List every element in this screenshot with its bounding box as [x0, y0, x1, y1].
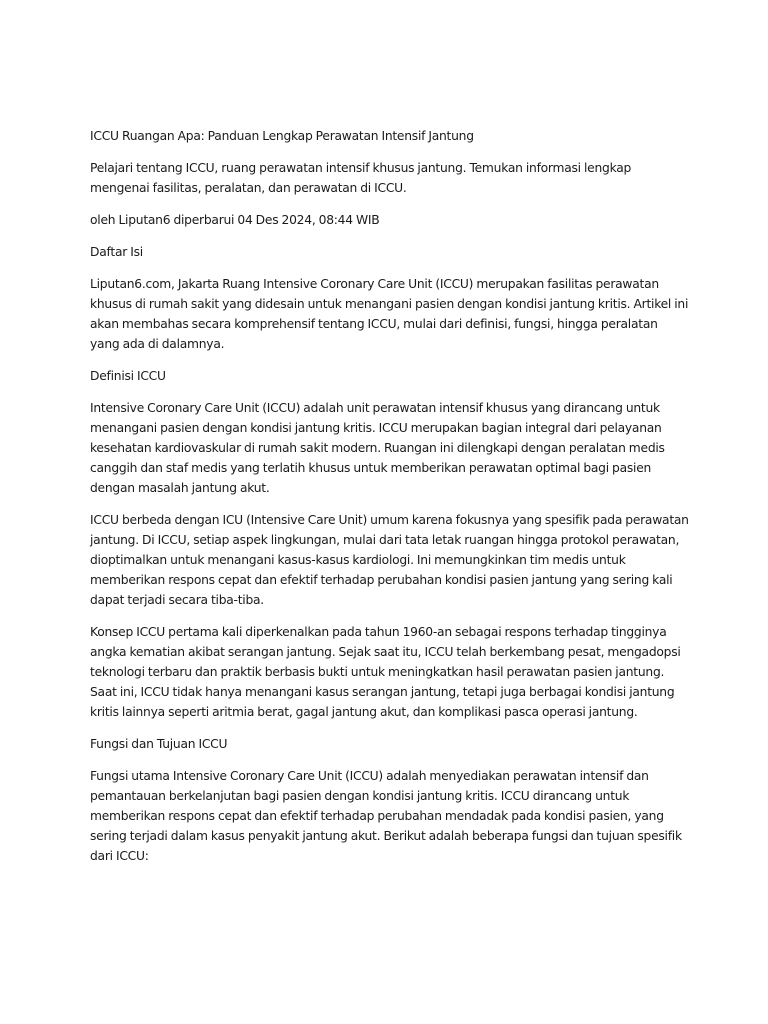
- document-byline: oleh Liputan6 diperbarui 04 Des 2024, 08:44 WIB: [90, 213, 380, 227]
- intro-paragraph: Liputan6.com, Jakarta Ruang Intensive Coronary Care Unit (ICCU) merupakan fasilitas perawatan khusus di rumah sakit yang didesain untuk menangani pasien dengan kondisi jantung kritis. Artikel ini akan membahas secara komprehensif tentang ICCU, mulai dari definisi, fungsi, hingga peralatan yang ada di dalamnya.: [90, 277, 689, 351]
- document-summary: Pelajari tentang ICCU, ruang perawatan intensif khusus jantung. Temukan informasi lengkap mengenai fasilitas, peralatan, dan perawatan di ICCU.: [90, 161, 632, 195]
- document-title: ICCU Ruangan Apa: Panduan Lengkap Perawatan Intensif Jantung: [90, 129, 474, 143]
- section-heading-definisi: Definisi ICCU: [90, 369, 166, 383]
- section-heading-fungsi: Fungsi dan Tujuan ICCU: [90, 737, 228, 751]
- document-body: [90, 126, 690, 878]
- definisi-paragraph-3: Konsep ICCU pertama kali diperkenalkan pada tahun 1960-an sebagai respons terhadap tingginya angka kematian akibat serangan jantung. Sejak saat itu, ICCU telah berkembang pesat, mengadopsi teknologi terbaru dan praktik berbasis bukti untuk meningkatkan hasil perawatan pasien jantung. Saat ini, ICCU tidak hanya menangani kasus serangan jantung, tetapi juga berbagai kondisi jantung kritis lainnya seperti aritmia berat, gagal jantung akut, dan komplikasi pasca operasi jantung.: [90, 625, 681, 719]
- table-of-contents-label: Daftar Isi: [90, 245, 143, 259]
- definisi-paragraph-1: Intensive Coronary Care Unit (ICCU) adalah unit perawatan intensif khusus yang dirancang untuk menangani pasien dengan kondisi jantung kritis. ICCU merupakan bagian integral dari pelayanan kesehatan kardiovaskular di rumah sakit modern. Ruangan ini dilengkapi dengan peralatan medis canggih dan staf medis yang terlatih khusus untuk memberikan perawatan optimal bagi pasien dengan masalah jantung akut.: [90, 401, 665, 495]
- fungsi-paragraph-1: Fungsi utama Intensive Coronary Care Unit (ICCU) adalah menyediakan perawatan intensif dan pemantauan berkelanjutan bagi pasien dengan kondisi jantung kritis. ICCU dirancang untuk memberikan respons cepat dan efektif terhadap perubahan mendadak pada kondisi pasien, yang sering terjadi dalam kasus penyakit jantung akut. Berikut adalah beberapa fungsi dan tujuan spesifik dari ICCU:: [90, 769, 682, 863]
- definisi-paragraph-2: ICCU berbeda dengan ICU (Intensive Care Unit) umum karena fokusnya yang spesifik pada perawatan jantung. Di ICCU, setiap aspek lingkungan, mulai dari tata letak ruangan hingga protokol perawatan, dioptimalkan untuk menangani kasus-kasus kardiologi. Ini memungkinkan tim medis untuk memberikan respons cepat dan efektif terhadap perubahan kondisi pasien jantung yang sering kali dapat terjadi secara tiba-tiba.: [90, 513, 689, 607]
